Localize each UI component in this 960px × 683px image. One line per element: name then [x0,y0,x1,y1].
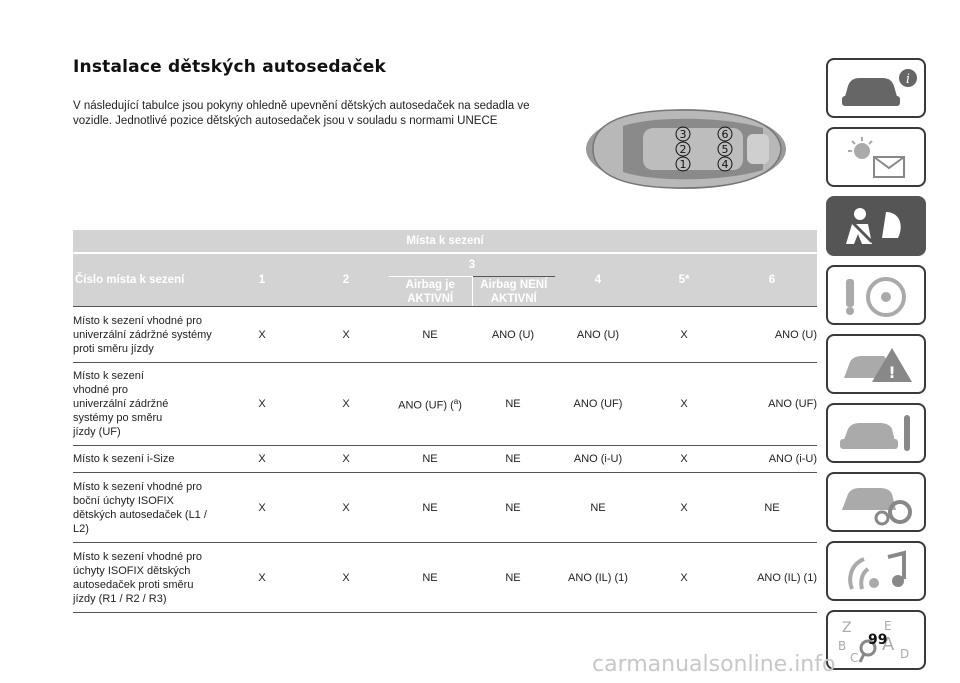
col-header-5: 5* [641,253,727,307]
table-row [73,363,817,446]
table-row [73,543,817,613]
seat-label-1: 1 [679,158,687,171]
technical-data-icon [838,480,918,526]
row-label: Místo k sezení vhodné pro úchyty ISOFIX dětských autosedaček proti směru jízdy (R1 / R2 / R3) [73,543,221,613]
table-cell: X [303,363,389,446]
maintenance-icon [838,411,918,457]
table-cell: X [641,307,727,363]
table-cell: X [303,473,389,543]
table-row [73,473,817,543]
emergency-icon [838,342,918,388]
col-header-3 [389,253,555,307]
table-cell: X [221,543,303,613]
table-cell: X [221,446,303,473]
svg-text:A: A [882,634,895,655]
tab-starting-driving[interactable] [826,265,926,325]
tab-warning-lights[interactable] [826,127,926,187]
table-cell: ANO (IL) (1) [555,543,641,613]
footnote-marker: a [453,396,459,406]
table-cell: X [641,363,727,446]
row-label: Místo k sezení i-Size [73,446,221,473]
seating-positions-table [73,230,817,613]
row-label: Místo k sezení vhodné pro univerzální zádržné systémy proti směru jízdy [73,307,221,363]
table-cell: X [641,543,727,613]
table-cell: ANO (i-U) [727,446,817,473]
svg-text:D: D [900,647,910,661]
svg-text:Z: Z [842,620,852,636]
table-cell: NE [555,473,641,543]
col-header-6: 6 [727,253,817,307]
table-cell: NE [389,307,471,363]
table-cell: X [221,363,303,446]
warning-lights-icon [838,135,918,181]
table-cell: X [303,446,389,473]
table-cell: NE [471,473,555,543]
col-header-airbag-inactive: Airbag NENÍ AKTIVNÍ [473,276,556,306]
table-cell: X [221,473,303,543]
chapter-sidebar [826,58,930,679]
table-cell: ANO (U) [471,307,555,363]
tab-multimedia[interactable] [826,541,926,601]
col-header-4: 4 [555,253,641,307]
tab-safety[interactable] [826,196,926,256]
col-header-2: 2 [303,253,389,307]
table-cell: ANO (i-U) [555,446,641,473]
table-cell: X [221,307,303,363]
svg-text:E: E [884,619,892,633]
table-cell: X [641,473,727,543]
seat-label-3: 3 [679,128,687,141]
col-header-3-number: 3 [468,259,476,271]
row-label-header: Číslo místa k sezení [73,253,221,307]
safety-airbag-icon [838,204,918,250]
svg-text:B: B [838,639,847,653]
row-label: Místo k sezení vhodné pro univerzální zádržné systémy po směru jízdy (UF) [73,363,221,446]
tab-maintenance[interactable] [826,403,926,463]
page-number: 99 [868,632,888,648]
seat-label-5: 5 [721,143,729,156]
table-cell: NE [389,446,471,473]
svg-text:C: C [850,651,859,664]
table-cell: ANO (IL) (1) [727,543,817,613]
tab-car-info[interactable] [826,58,926,118]
table-cell: NE [727,473,817,543]
row-label: Místo k sezení vhodné pro boční úchyty ISOFIX dětských autosedaček (L1 / L2) [73,473,221,543]
svg-text:!: ! [888,363,896,382]
table-row [73,307,817,363]
intro-text: V následující tabulce jsou pokyny ohledně upevnění dětských autosedaček na sedadla ve vozidle. Jednotlivé pozice dětských autosedaček jsou v souladu s normami UNECE [73,100,530,127]
seat-label-2: 2 [679,143,687,156]
table-cell: ANO (UF) [555,363,641,446]
car-info-icon [838,66,918,112]
watermark: carmanualsonline.info [592,652,836,677]
car-seat-diagram [583,104,793,194]
table-cell: NE [389,473,471,543]
col-header-1: 1 [221,253,303,307]
starting-driving-icon [838,273,918,319]
col-header-airbag-active: Airbag je AKTIVNÍ [389,276,473,306]
table-cell: ANO (UF) [727,363,817,446]
table-cell: ANO (U) [555,307,641,363]
table-cell: NE [389,543,471,613]
table-cell: X [303,543,389,613]
table-cell: ANO (U) [727,307,817,363]
table-cell: X [303,307,389,363]
multimedia-icon [838,549,918,595]
table-row [73,446,817,473]
table-cell: X [641,446,727,473]
svg-text:i: i [905,72,911,87]
table-cell: NE [471,363,555,446]
table-cell: NE [471,446,555,473]
group-header: Místa k sezení [73,230,817,253]
tab-technical-data[interactable] [826,472,926,532]
seat-label-4: 4 [721,158,729,171]
tab-emergency[interactable] [826,334,926,394]
page-title: Instalace dětských autosedaček [73,57,386,77]
seat-label-6: 6 [721,128,729,141]
table-cell: ANO (UF) ($^a$) [389,363,471,446]
table-cell: NE [471,543,555,613]
